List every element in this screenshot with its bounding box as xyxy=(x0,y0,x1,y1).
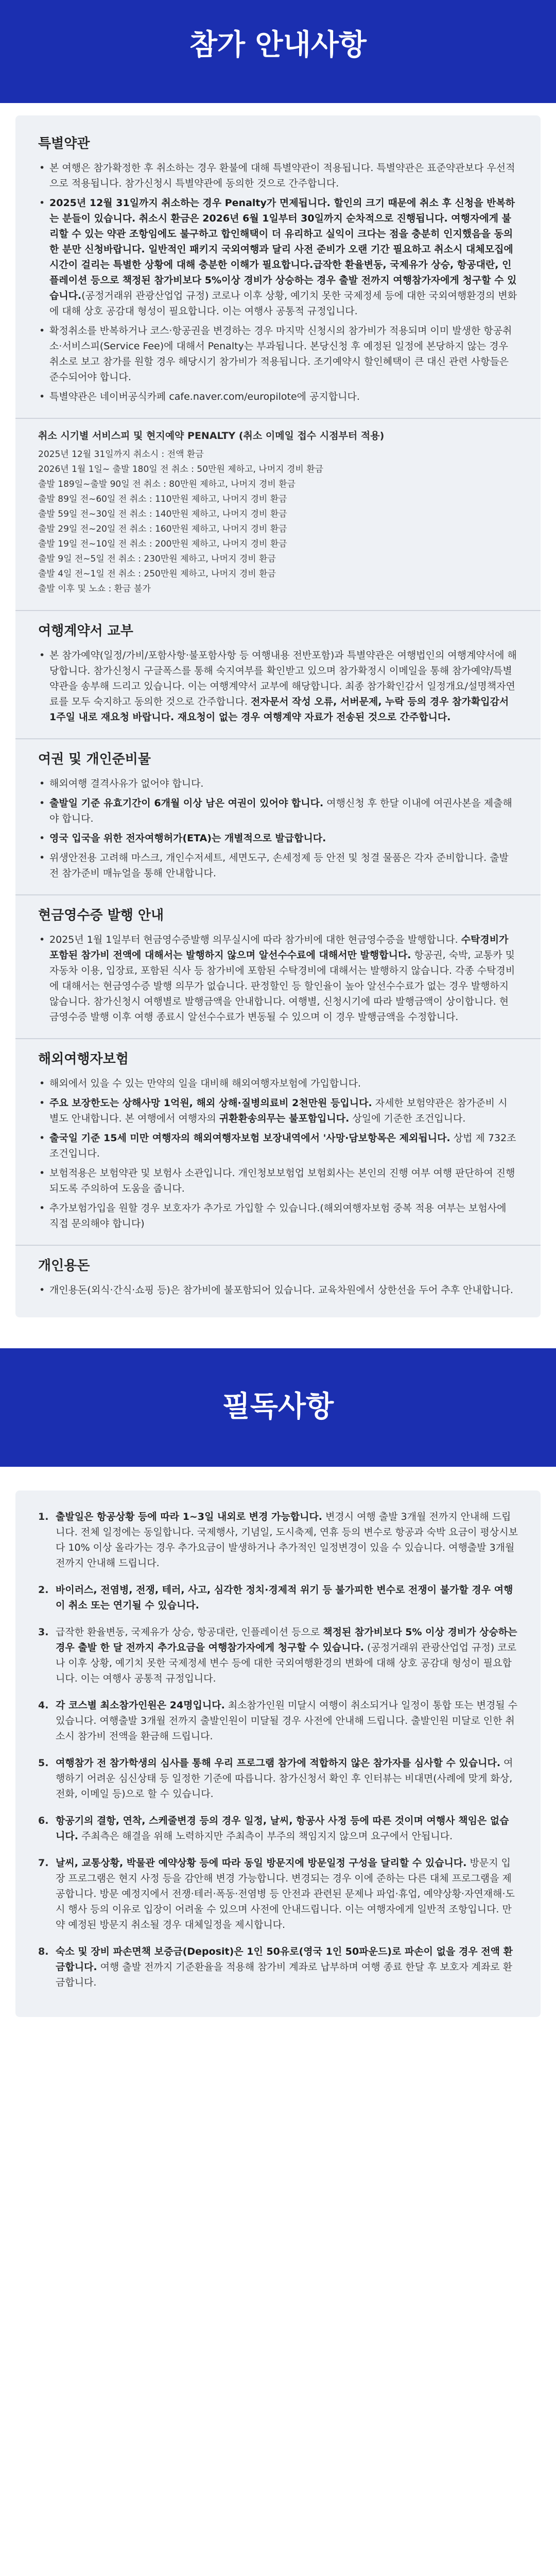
item-number: 1. xyxy=(38,1511,49,1522)
text-run: 방문지 입장 프로그램은 현지 사정 등을 감안해 변경 가능합니다. 변경되는 경우 이에 준하는 다른 대체 프로그램을 제공합니다. 방문 예정지에서 전쟁·테러·폭동·전염병 등 안전과 관련된 문제나 파업·휴업, 예약상황·자연재해·도시 행사 등의 이유로 입장이 어려울 수 있으며 사전에 안내드립니다. 이는 여행자에게 일반적 조항입니다. 만약 예정된 방문지 취소될 경우 대체일정을 제시합니다. xyxy=(56,1857,515,1930)
list-item xyxy=(38,831,518,846)
section-title: 여권 및 개인준비물 xyxy=(38,752,151,767)
must-read-banner: 필독사항 xyxy=(0,1348,556,1467)
section-list xyxy=(38,776,518,881)
penalty-table-title: 취소 시기별 서비스피 및 현지예약 PENALTY (취소 이메일 접수 시점부터 적용) xyxy=(38,430,385,442)
text-run: 귀환환송의무는 불포함입니다. xyxy=(219,1113,350,1124)
text-run: 영국 입국을 위한 전자여행허가(ETA)는 개별적으로 발급합니다. xyxy=(49,833,326,844)
must-read-item xyxy=(38,1944,518,1990)
text-run: 여행 출발 전까지 기준환율을 적용해 참가비 계좌로 납부하며 여행 종료 한달 후 보호자 계좌로 환금합니다. xyxy=(56,1961,513,1988)
penalty-row: 출발 29일 전~20일 전 취소 : 160만원 제하고, 나머지 경비 환금 xyxy=(38,524,287,534)
table-divider xyxy=(15,418,541,419)
section-title: 해외여행자보험 xyxy=(38,1052,129,1067)
text-run: 주최측은 해결을 위해 노력하지만 주최측이 부주의 책임지지 않으며 요구에서 안됩니다. xyxy=(78,1831,453,1842)
text-run: 급작한 환율변동, 국제유가 상승, 항공대란, 인플레이션 등으로 책정된 참가비보다 5%이상 경비가 상승하는 경우 출발 전까지 여행참가자에게 청구할 수 있습니다. xyxy=(49,259,517,301)
text-run: 상법 제 732조 조건입니다. xyxy=(49,1132,516,1159)
must-read-item xyxy=(38,1582,518,1613)
text-run: 출국일 기준 15세 미만 여행자의 해외여행자보험 보장내역에서 '사망·담보항목은 제외됩니다. xyxy=(49,1132,450,1144)
must-read-item xyxy=(38,1813,518,1844)
text-run: 급작한 환율변동, 국제유가 상승, 항공대란, 인플레이션 등으로 xyxy=(56,1626,323,1638)
text-run: 여행신청 후 한달 이내에 여권사본을 제출해야 합니다. xyxy=(49,798,512,824)
penalty-row: 출발 89일 전~60일 전 취소 : 110만원 제하고, 나머지 경비 환금 xyxy=(38,494,287,504)
text-run: 항공기의 결항, 연착, 스케줄변경 등의 경우 일정, 날씨, 항공사 사정 등에 따른 것이며 여행사 책임은 없습니다. xyxy=(56,1815,509,1842)
must-read-item xyxy=(38,1855,518,1933)
penalty-row: 2026년 1월 1일~ 출발 180일 전 취소 : 50만원 제하고, 나머지 경비 환금 xyxy=(38,464,324,474)
notice-panel xyxy=(15,115,541,1317)
section-divider xyxy=(15,738,541,739)
list-item xyxy=(38,932,518,1025)
section-divider xyxy=(15,1038,541,1039)
text-run: 2025년 1월 1일부터 현금영수증발행 의무실시에 따라 참가비에 대한 현금영수증을 발행합니다. xyxy=(49,934,461,945)
text-run: 본 참가예약(일정/가비/포함사항·불포함사항 등 여행내용 전반포함)과 특별약관은 여행법인의 여행계약서에 해당합니다. 참가신청시 구글폭스를 통해 숙지여부를 확인받고 있으며 참가확정시 이메일을 통해 참가예약/특별약관을 송부해 드리고 있습니다. 이는 여행계약서 교부에 해당합니다. 최종 참가확인감서 일정개요/설명책자연료를 모두 숙지하고 동의한 것으로 간주합니다. xyxy=(49,650,517,707)
list-item xyxy=(38,1200,518,1231)
text-run: 여행참가 전 참가학생의 심사를 통해 우리 프로그램 참가에 적합하지 않은 참가자를 심사할 수 있습니다. xyxy=(56,1757,501,1769)
list-item xyxy=(38,160,518,191)
text-run: 확정취소를 반복하거나 코스·항공권을 변경하는 경우 마지막 신청시의 참가비가 적용되며 이미 발생한 항공취소·서비스피(Service Fee)에 대해서 Penalty는 부과됩니다. 본당신청 후 예정된 일정에 본당하지 않는 경우 취소로 보고 참가를 원할 경우 해당시기 참가비가 적용됩니다. 조기예약시 할인혜택이 큰 대신 관련 사항들은 준수되어야 합니다. xyxy=(49,325,512,383)
list-item xyxy=(38,1095,518,1126)
text-run: 해외에서 있을 수 있는 만약의 일을 대비해 해외여행자보험에 가입합니다. xyxy=(49,1078,361,1089)
text-run: 책정된 참가비보다 5% 이상 경비가 상승하는 경우 출발 한 달 전까지 추가요금을 여행참가자에게 청구할 수 있습니다. xyxy=(56,1626,517,1653)
text-run: 숙소 및 장비 파손면책 보증금(Deposit)은 1인 50유로(영국 1인 50파운드)로 파손이 없을 경우 전액 환금합니다. xyxy=(56,1946,513,1973)
text-run: 날씨, 교통상황, 박물관 예약상황 등에 따라 동일 방문지에 방문일정 구성을 달리할 수 있습니다. xyxy=(56,1857,467,1869)
page-banner-title: 참가 안내사항 xyxy=(0,0,556,103)
list-item xyxy=(38,1282,518,1298)
section-title: 여행계약서 교부 xyxy=(38,623,133,639)
list-item xyxy=(38,1130,518,1161)
text-run: 개인용돈(외식·간식·쇼핑 등)은 참가비에 불포함되어 있습니다. 교육차원에서 상한선을 두어 추후 안내합니다. xyxy=(49,1284,513,1296)
section-list xyxy=(38,160,518,404)
text-run: 각 코스별 최소참가인원은 24명입니다. xyxy=(56,1700,225,1711)
text-run: 항공권, 숙박, 교통카 및 자동차 이용, 입장료, 포함된 식사 등 참가비에 포함된 수탁경비에 대해서는 발행하지 않습니다. 각종 수탁경비에 대해서는 현금영수증 발행 의무가 없습니다. 판정할인 등 할인율이 높아 알선수수료가 없는 경우 발행하지 않습니다. 참가신청시 여행별로 발행금액을 안내합니다. 여행별, 신청시기에 따라 발행금액이 상이합니다. 현금영수증 발행 이후 여행 종료시 알선수수료가 변동될 수 있으며 이 경우 발행금액을 수정합니다. xyxy=(49,950,515,1023)
list-item xyxy=(38,389,518,404)
section-title: 현금영수증 발행 안내 xyxy=(38,908,164,923)
penalty-row: 출발 59일 전~30일 전 취소 : 140만원 제하고, 나머지 경비 환금 xyxy=(38,509,287,519)
item-number: 5. xyxy=(38,1757,49,1769)
text-run: 출발일은 항공상황 등에 따라 1~3일 내외로 변경 가능합니다. xyxy=(56,1511,323,1522)
text-run: 추가보험가입을 원할 경우 보호자가 추가로 가입할 수 있습니다.(해외여행자보험 중복 적용 여부는 보험사에 직접 문의해야 합니다) xyxy=(49,1202,507,1229)
text-run: (공정거래위 관광산업업 규정) 코로나 이후 상황, 예기치 못한 국제정세 등에 대한 국외여행환경의 변화에 대해 상호 공감대 형성이 필요합니다. 이는 여행사 공통적 규정입니다. xyxy=(49,290,517,317)
penalty-row: 출발 4일 전~1일 전 취소 : 250만원 제하고, 나머지 경비 환금 xyxy=(38,569,276,579)
list-item xyxy=(38,1165,518,1196)
text-run: 여행하기 어려운 심신상태 등 일정한 기준에 따릅니다. 참가신청서 확인 후 인터뷰는 비대면(사례에 맞게 화상, 전화, 이메일 등)으로 할 수 있습니다. xyxy=(56,1757,513,1800)
section-title: 특별약관 xyxy=(38,136,90,151)
text-run: 상일에 기준한 조건입니다. xyxy=(349,1113,466,1124)
penalty-row: 출발 189일~출발 90일 전 취소 : 80만원 제하고, 나머지 경비 환금 xyxy=(38,479,296,489)
section-list xyxy=(38,1076,518,1231)
section-list xyxy=(38,1282,518,1298)
penalty-row: 출발 이후 및 노쇼 : 환금 불가 xyxy=(38,584,151,594)
must-read-item xyxy=(38,1509,518,1571)
penalty-row: 출발 9일 전~5일 전 취소 : 230만원 제하고, 나머지 경비 환금 xyxy=(38,554,276,564)
list-item xyxy=(38,1076,518,1091)
list-item xyxy=(38,648,518,725)
section-title: 개인용돈 xyxy=(38,1258,90,1274)
list-item xyxy=(38,850,518,881)
must-read-item xyxy=(38,1698,518,1744)
list-item xyxy=(38,795,518,826)
list-item xyxy=(38,776,518,791)
section-divider xyxy=(15,1245,541,1246)
text-run: 보험적용은 보험약관 및 보험사 소관입니다. 개인청보보험업 보험회사는 본인의 진행 여부 여행 판단하여 진행되도록 주의하여 도움을 줍니다. xyxy=(49,1167,515,1194)
must-read-item xyxy=(38,1624,518,1686)
text-run: 특별약관은 네이버공식카페 cafe.naver.com/europilote에 공지합니다. xyxy=(49,391,360,402)
text-run: 출발일 기준 유효기간이 6개월 이상 남은 여권이 있어야 합니다. xyxy=(49,798,324,809)
section-divider xyxy=(15,894,541,895)
item-number: 2. xyxy=(38,1584,49,1596)
item-number: 6. xyxy=(38,1815,49,1826)
section-list xyxy=(38,932,518,1025)
text-run: 본 여행은 참가확정한 후 취소하는 경우 환불에 대해 특별약관이 적용됩니다. 특별약관은 표준약관보다 우선적으로 적용됩니다. 참가신청시 특별약관에 동의한 것으로 간주합니다. xyxy=(49,162,515,189)
item-number: 7. xyxy=(38,1857,49,1869)
text-run: (공정거래위 관광산업업 규정) 코로나 이후 상황, 예기치 못한 국제정세 변수 등에 대한 국외여행환경의 변화에 대해 상호 공감대 형성이 필요합니다. 이는 여행사 공통적 규정입니다. xyxy=(56,1642,516,1684)
must-read-item xyxy=(38,1755,518,1802)
section-list xyxy=(38,648,518,725)
list-item xyxy=(38,195,518,319)
text-run: 주요 보장한도는 상해사망 1억원, 해외 상해·질병의료비 2천만원 등입니다. xyxy=(49,1097,372,1109)
text-run: 자세한 보험약관은 참가준비 시 별도 안내합니다. 본 여행에서 여행자의 xyxy=(49,1097,508,1124)
penalty-row: 2025년 12월 31일까지 취소시 : 전액 환금 xyxy=(38,449,204,460)
item-number: 8. xyxy=(38,1946,49,1957)
text-run: 변경시 여행 출발 3개월 전까지 안내해 드립니다. 전체 일정에는 동일합니다. 국제행사, 기념일, 도시축제, 연휴 등의 변수로 항공과 숙박 요금이 평상시보다 10% 이상 올라가는 경우 추가요금이 발생하거나 추가적인 일정변경이 있을 수 있습니다. 여행출발 3개월 전까지 안내해 드립니다. xyxy=(56,1511,518,1569)
must-read-panel xyxy=(15,1490,541,2017)
text-run: 해외여행 결격사유가 없어야 합니다. xyxy=(49,778,204,789)
must-read-list xyxy=(38,1509,518,1990)
item-number: 4. xyxy=(38,1700,49,1711)
text-run: 바이러스, 전염병, 전쟁, 테러, 사고, 심각한 정치·경제적 위기 등 불가피한 변수로 전쟁이 불가할 경우 여행이 취소 또는 연기될 수 있습니다. xyxy=(56,1584,513,1611)
list-item xyxy=(38,323,518,385)
text-run: 전자문서 작성 오류, 서버문제, 누락 등의 경우 참가확입감서 1주일 내로 재요청 바랍니다. 재요청이 없는 경우 여행계약 자료가 전송된 것으로 간주합니다. xyxy=(49,696,509,723)
section-divider xyxy=(15,610,541,611)
penalty-row: 출발 19일 전~10일 전 취소 : 200만원 제하고, 나머지 경비 환금 xyxy=(38,539,287,549)
text-run: 최소참가인원 미달시 여행이 취소되거나 일정이 통합 또는 변경될 수 있습니다. 여행출발 3개월 전까지 출발인원이 미달될 경우 사전에 안내해 드립니다. 출발인원 미달로 인한 취소시 참가비 전액을 환금해 드립니다. xyxy=(56,1700,518,1742)
text-run: 수탁경비가 포함된 참가비 전액에 대해서는 발행하지 않으며 알선수수료에 대해서만 발행합니다. xyxy=(49,934,509,961)
item-number: 3. xyxy=(38,1626,49,1638)
text-run: 2025년 12월 31일까지 취소하는 경우 Penalty가 면제됩니다. 할인의 크기 때문에 취소 후 신청을 반복하는 분들이 있습니다. 취소시 환금은 2026년 6월 1일부터 30일까지 순차적으로 진행됩니다. 여행자에게 불리할 수 있는 약관 조항임에도 불구하고 합인해택이 더 유리하고 실익이 크다는 점을 충분히 인지했음을 동의한 분만 신청바랍니다. 일반적인 패키지 국외여행과 달리 사전 준비가 오랜 기간 필요하고 취소시 대체모집에 시간이 걸리는 특별한 상황에 대해 충분한 이해가 필요합니다. xyxy=(49,197,515,270)
text-run: 위생안전용 고려해 마스크, 개인수저세트, 세면도구, 손세정제 등 안전 및 청결 물품은 각자 준비합니다. 출발 전 참가준비 매뉴얼을 통해 안내합니다. xyxy=(49,852,509,879)
